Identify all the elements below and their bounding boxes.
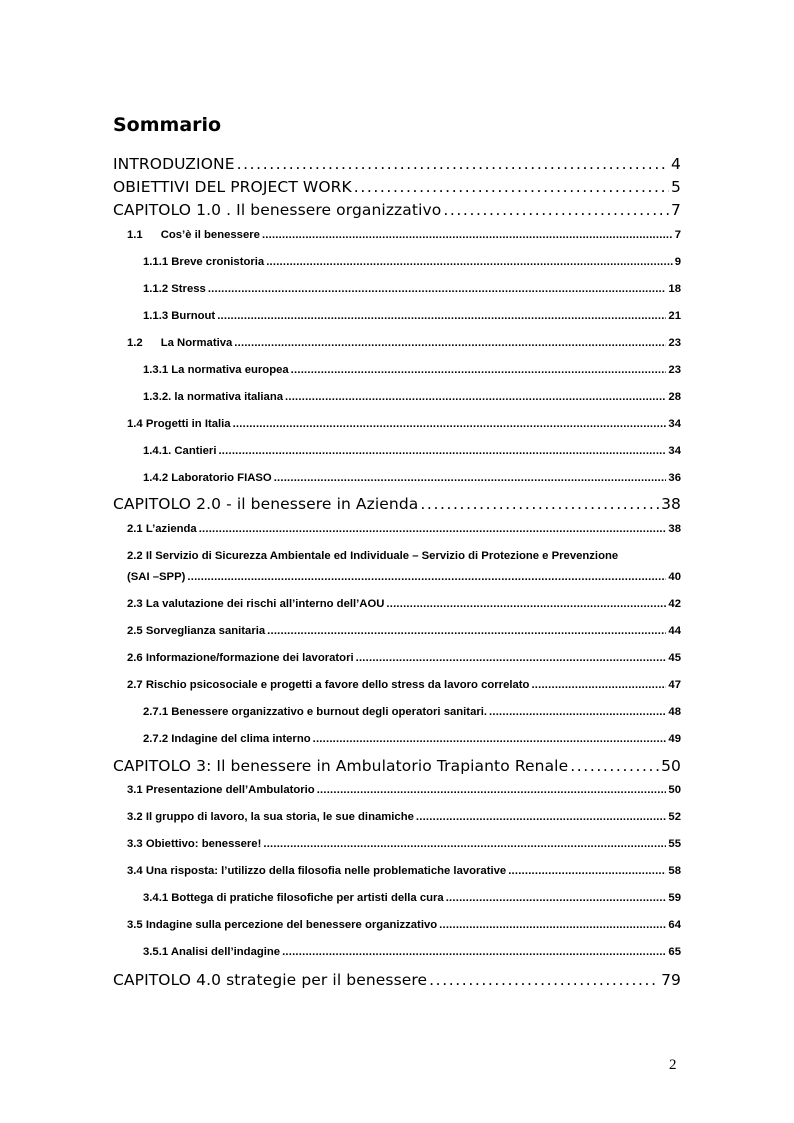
toc-entry-label: CAPITOLO 3: Il benessere in Ambulatorio Trapianto Renale bbox=[113, 757, 569, 775]
toc-entry-page: 21 bbox=[668, 310, 681, 322]
toc-entry-number: 1.1 bbox=[127, 229, 143, 241]
toc-entry-page: 28 bbox=[668, 391, 681, 403]
toc-entry-label: INTRODUZIONE bbox=[113, 155, 235, 173]
toc-entry-2-7-1[interactable] bbox=[113, 706, 681, 718]
toc-leader-dots bbox=[217, 310, 666, 322]
toc-leader-dots bbox=[233, 418, 667, 430]
toc-entry-label: 2.5 Sorveglianza sanitaria bbox=[127, 625, 266, 637]
page-title: Sommario bbox=[113, 114, 222, 136]
toc-entry-label: 3.4 Una risposta: l’utilizzo della filosofia nelle problematiche lavorative bbox=[127, 865, 507, 877]
toc-entry-2-6[interactable] bbox=[113, 652, 681, 664]
toc-leader-dots bbox=[446, 892, 667, 904]
toc-leader-dots bbox=[274, 472, 667, 484]
toc-entry-introduzione[interactable] bbox=[113, 155, 681, 173]
toc-entry-label: 3.4.1 Bottega di pratiche filosofiche per artisti della cura bbox=[143, 892, 444, 904]
toc-entry-label: 2.7.2 Indagine del clima interno bbox=[143, 733, 311, 745]
toc-leader-dots bbox=[489, 706, 666, 718]
toc-entry-label: 3.3 Obiettivo: benessere! bbox=[127, 838, 262, 850]
toc-entry-capitolo-1[interactable] bbox=[113, 201, 681, 219]
toc-entry-page: 34 bbox=[668, 445, 681, 457]
toc-entry-page: 55 bbox=[668, 838, 681, 850]
toc-entry-text: La Normativa bbox=[160, 337, 233, 349]
toc-leader-dots bbox=[263, 838, 666, 850]
toc-entry-page: 23 bbox=[668, 337, 681, 349]
toc-entry-page: 44 bbox=[668, 625, 681, 637]
toc-entry-page: 9 bbox=[674, 256, 681, 268]
toc-entry-3-3[interactable] bbox=[113, 838, 681, 850]
toc-entry-2-3[interactable] bbox=[113, 598, 681, 610]
toc-entry-page: 50 bbox=[661, 757, 681, 775]
toc-entry-label: 2.3 La valutazione dei rischi all’interno dell’AOU bbox=[127, 598, 385, 610]
toc-entry-1-3-1[interactable] bbox=[113, 364, 681, 376]
toc-leader-dots bbox=[354, 178, 669, 196]
toc-entry-2-7[interactable] bbox=[113, 679, 681, 691]
toc-leader-dots bbox=[531, 679, 666, 691]
toc-leader-dots bbox=[234, 337, 666, 349]
toc-entry-label: 1.1.3 Burnout bbox=[143, 310, 216, 322]
toc-entry-label: OBIETTIVI DEL PROJECT WORK bbox=[113, 178, 352, 196]
toc-entry-label: 1.4.1. Cantieri bbox=[143, 445, 217, 457]
toc-entry-page: 38 bbox=[668, 523, 681, 535]
toc-entry-label: 3.5.1 Analisi dell’indagine bbox=[143, 946, 281, 958]
toc-leader-dots bbox=[443, 201, 669, 219]
toc-entry-1-3-2[interactable] bbox=[113, 391, 681, 403]
toc-entry-page: 23 bbox=[668, 364, 681, 376]
toc-entry-label: CAPITOLO 1.0 . Il benessere organizzativo bbox=[113, 201, 442, 219]
toc-entry-2-2[interactable] bbox=[113, 550, 681, 562]
toc-entry-label: 3.5 Indagine sulla percezione del benessere organizzativo bbox=[127, 919, 438, 931]
toc-entry-page: 36 bbox=[668, 472, 681, 484]
toc-entry-2-5[interactable] bbox=[113, 625, 681, 637]
toc-leader-dots bbox=[439, 919, 666, 931]
toc-entry-1-1-2[interactable] bbox=[113, 283, 681, 295]
toc-leader-dots bbox=[237, 155, 669, 173]
toc-entry-page: 65 bbox=[668, 946, 681, 958]
toc-entry-page: 34 bbox=[668, 418, 681, 430]
toc-entry-page: 45 bbox=[668, 652, 681, 664]
toc-entry-page: 48 bbox=[668, 706, 681, 718]
toc-leader-dots bbox=[386, 598, 666, 610]
toc-entry-page: 42 bbox=[668, 598, 681, 610]
toc-leader-dots bbox=[266, 256, 673, 268]
toc-leader-dots bbox=[429, 971, 659, 989]
toc-entry-label: (SAI –SPP) bbox=[127, 571, 186, 583]
toc-entry-2-2-cont[interactable] bbox=[113, 571, 681, 583]
toc-entry-page: 40 bbox=[668, 571, 681, 583]
toc-entry-1-4[interactable] bbox=[113, 418, 681, 430]
toc-entry-3-2[interactable] bbox=[113, 811, 681, 823]
toc-entry-capitolo-3[interactable] bbox=[113, 757, 681, 775]
toc-entry-label: 2.7 Rischio psicosociale e progetti a favore dello stress da lavoro correlato bbox=[127, 679, 530, 691]
toc-entry-label: 1.4 Progetti in Italia bbox=[127, 418, 231, 430]
toc-entry-3-1[interactable] bbox=[113, 784, 681, 796]
toc-leader-dots bbox=[208, 283, 667, 295]
toc-leader-dots bbox=[570, 757, 659, 775]
toc-leader-dots bbox=[317, 784, 667, 796]
toc-entry-page: 49 bbox=[668, 733, 681, 745]
toc-entry-1-4-2[interactable] bbox=[113, 472, 681, 484]
toc-entry-1-2[interactable] bbox=[113, 337, 681, 349]
page-number: 2 bbox=[669, 1057, 677, 1073]
toc-entry-label: 1.1.1 Breve cronistoria bbox=[143, 256, 265, 268]
toc-entry-label: 2.7.1 Benessere organizzativo e burnout degli operatori sanitari. bbox=[143, 706, 488, 718]
toc-leader-dots bbox=[313, 733, 667, 745]
toc-entry-label: 1.4.2 Laboratorio FIASO bbox=[143, 472, 272, 484]
toc-entry-page: 59 bbox=[668, 892, 681, 904]
toc-leader-dots bbox=[508, 865, 666, 877]
toc-entry-2-1[interactable] bbox=[113, 523, 681, 535]
toc-entry-page: 52 bbox=[668, 811, 681, 823]
toc-leader-dots bbox=[218, 445, 666, 457]
toc-entry-1-1-1[interactable] bbox=[113, 256, 681, 268]
toc-entry-page: 79 bbox=[661, 971, 681, 989]
toc-entry-2-7-2[interactable] bbox=[113, 733, 681, 745]
toc-leader-dots bbox=[416, 811, 667, 823]
toc-entry-label: 2.1 L’azienda bbox=[127, 523, 197, 535]
toc-leader-dots bbox=[199, 523, 667, 535]
toc-leader-dots bbox=[285, 391, 666, 403]
toc-entry-label: CAPITOLO 4.0 strategie per il benessere bbox=[113, 971, 428, 989]
toc-entry-page: 7 bbox=[674, 229, 681, 241]
toc-entry-label: CAPITOLO 2.0 - il benessere in Azienda bbox=[113, 495, 419, 513]
toc-leader-dots bbox=[187, 571, 666, 583]
toc-entry-label: 1.1.2 Stress bbox=[143, 283, 206, 295]
toc-entry-number: 1.2 bbox=[127, 337, 143, 349]
toc-entry-3-5[interactable] bbox=[113, 919, 681, 931]
toc-entry-page: 38 bbox=[661, 495, 681, 513]
toc-entry-label: 1.3.1 La normativa europea bbox=[143, 364, 289, 376]
toc-entry-page: 50 bbox=[668, 784, 681, 796]
toc-entry-text: Cos’è il benessere bbox=[160, 229, 260, 241]
toc-entry-page: 18 bbox=[668, 283, 681, 295]
toc-entry-capitolo-4[interactable] bbox=[113, 971, 681, 989]
toc-entry-label: 3.2 Il gruppo di lavoro, la sua storia, le sue dinamiche bbox=[127, 811, 414, 823]
toc-entry-label: 3.1 Presentazione dell’Ambulatorio bbox=[127, 784, 315, 796]
toc-leader-dots bbox=[267, 625, 666, 637]
toc-entry-3-4-1[interactable] bbox=[113, 892, 681, 904]
toc-leader-dots bbox=[282, 946, 666, 958]
toc-entry-label: 2.6 Informazione/formazione dei lavoratori bbox=[127, 652, 354, 664]
toc-entry-label-line1: 2.2 Il Servizio di Sicurezza Ambientale ed Individuale – Servizio di Protezione e Prevenzione bbox=[127, 550, 619, 562]
toc-leader-dots bbox=[420, 495, 659, 513]
toc-entry-label: 1.3.2. la normativa italiana bbox=[143, 391, 284, 403]
toc-entry-page: 5 bbox=[671, 178, 681, 196]
toc-entry-label bbox=[113, 337, 232, 349]
toc-entry-page: 64 bbox=[668, 919, 681, 931]
toc-entry-1-4-1[interactable] bbox=[113, 445, 681, 457]
toc-entry-3-4[interactable] bbox=[113, 865, 681, 877]
toc-entry-label bbox=[113, 229, 260, 241]
toc-entry-page: 58 bbox=[668, 865, 681, 877]
toc-entry-page: 4 bbox=[671, 155, 681, 173]
toc-leader-dots bbox=[291, 364, 667, 376]
toc-entry-obiettivi[interactable] bbox=[113, 178, 681, 196]
toc-entry-3-5-1[interactable] bbox=[113, 946, 681, 958]
toc-entry-page: 47 bbox=[668, 679, 681, 691]
toc-entry-page: 7 bbox=[671, 201, 681, 219]
toc-entry-capitolo-2[interactable] bbox=[113, 495, 681, 513]
toc-entry-1-1-3[interactable] bbox=[113, 310, 681, 322]
toc-entry-1-1[interactable] bbox=[113, 229, 681, 241]
toc-leader-dots bbox=[356, 652, 667, 664]
toc-leader-dots bbox=[262, 229, 673, 241]
